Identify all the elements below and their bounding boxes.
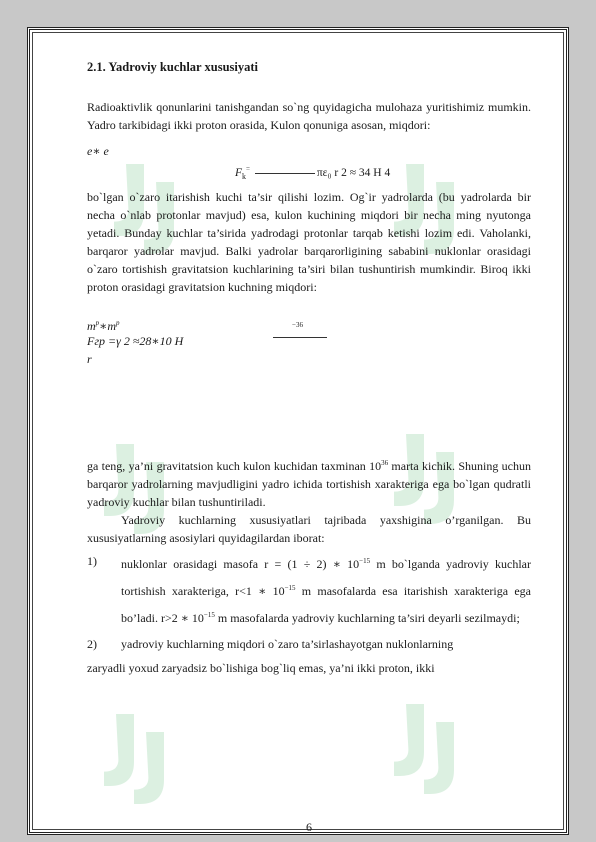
list-item [87,632,531,656]
formula-lhs: F [235,166,243,179]
paragraph-gravitatsion: ga teng, ya’ni gravitatsion kuch kulon kuchidan taxminan $10^{36}$ marta kichik. Shuning uchun barqaror yadrolarning mavjudligini yadro ichida tortishish xarakteriga ega bo`lgan qudratli yadroviy kuchlar bilan tushuntiriladi. [87,459,531,509]
formula-lhs-sub: k [242,172,247,182]
list-item-text: yadroviy kuchlarning miqdori o`zaro ta’sirlashayotgan nuklonlarning [121,637,454,651]
formula-numerator: e∗ e [87,144,109,158]
list-item-number: 1) [87,554,97,568]
paragraph-xususiyatlar: Yadroviy kuchlarning xususiyatlari tajribada yaxshigina o’rganilgan. Bu xususiyatlarning asosiylari quyidagilardan iborat: [87,513,531,545]
formula-lhs-eq: = [246,165,250,173]
formula2-line3: r [87,352,92,366]
list-item-continuation: zaryadli yoxud zaryadsiz bo`lishiga bog`liq emas, ya’ni ikki proton, ikki [87,661,435,675]
formula-expression [235,160,390,186]
list-item [87,549,531,630]
formula2-exponent: −36 [292,321,303,329]
paragraph-itarishish: bo`lgan o`zaro itarishish kuchi ta’sir qilishi lozim. Og`ir yadrolarda (bu yadrolarda bir necha o`nlab protonlar mavjud) esa, kulon kuchining miqdori bir necha ming nyutonga yetadi. Bunday kuchlar ta’sirida yadrodagi protonlar tarqab ketishi lozim edi. Vaholanki, barqaror yadrolar mavjud. Balki yadrolar barqarorligining sababini nuklonlar orasidagi o`zaro tortishish gravitatsion kuchlarining ta’siri bilan tushuntirish mumkindir. Biroq ikki proton orasidagi gravitatsion kuchning miqdori: [87,190,531,294]
formula2-fraction-line [273,337,327,338]
formula-rhs: πε₀ r 2 ≈ 34 H 4 [316,166,391,179]
coulomb-formula [87,142,531,188]
formula2-line2: Fгр =γ 2 ≈28∗10 H [87,334,184,348]
watermark-logo-icon [80,690,200,810]
fraction-line [255,173,315,174]
paragraph-intro: Radioaktivlik qonunlarini tanishgandan so`ng quyidagicha mulohaza yuritishimiz mumkin. Yadro tarkibidagi ikki proton orasida, Kulon qonuniga asosan, miqdori: [87,100,531,132]
formula2-line1: $m^p∗m^p$ [87,319,120,333]
list-item-text: nuklonlar orasidagi masofa r = (1 ÷ 2) ∗ $10^{-15}$ m bo`lganda yadroviy kuchlar tortishish xarakteriga, r<1 ∗ $10^{-15}$ m masofalarda esa itarishish xarakteriga ega bo’ladi. r>2 ∗ $10^{-15}$ m masofalarda yadroviy kuchlarning ta’siri deyarli sezilmaydi; [121,557,531,625]
watermark-logo-icon [370,680,490,800]
gravitation-formula [87,314,531,454]
list-item-number: 2) [87,637,97,651]
page-content [87,58,531,834]
section-title: 2.1. Yadroviy kuchlar xususiyati [87,60,258,74]
document-page [27,27,569,835]
page-number: 6 [306,820,312,834]
